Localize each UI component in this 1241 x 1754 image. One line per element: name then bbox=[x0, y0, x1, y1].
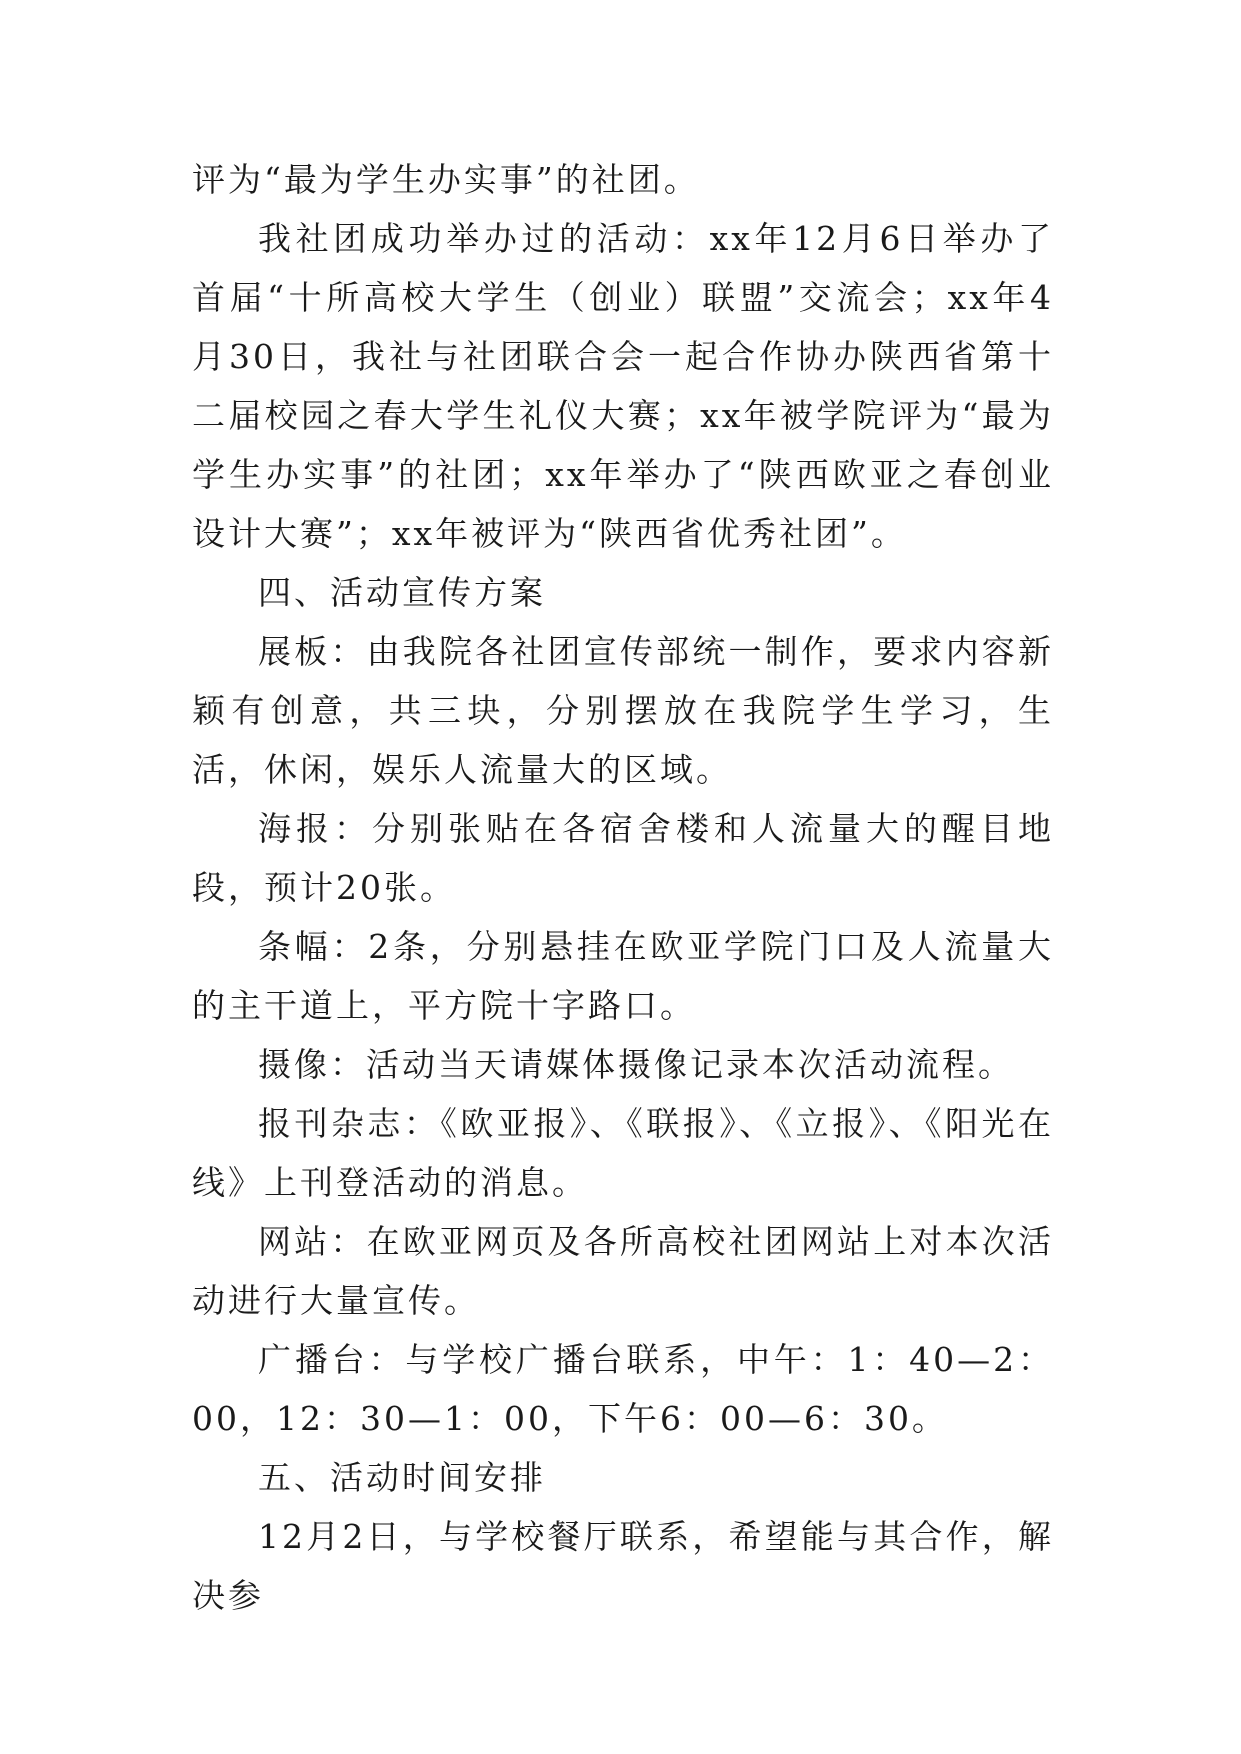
document-body bbox=[192, 150, 1054, 1625]
paragraph-display-boards: 展板：由我院各社团宣传部统一制作，要求内容新颖有创意，共三块，分别摆放在我院学生学习，生活，休闲，娱乐人流量大的区域。 bbox=[192, 632, 1054, 789]
paragraph-newspapers: 报刊杂志：《欧亚报》、《联报》、《立报》、《阳光在线》上刊登活动的消息。 bbox=[192, 1104, 1054, 1202]
paragraph-radio: 广播台：与学校广播台联系，中午：1：40—2：00，12：30—1：00，下午6：00—6：30。 bbox=[192, 1340, 1054, 1438]
paragraph-continuation: 评为“最为学生办实事”的社团。 bbox=[192, 160, 700, 199]
section-heading-schedule: 五、活动时间安排 bbox=[258, 1458, 546, 1497]
paragraph-video: 摄像：活动当天请媒体摄像记录本次活动流程。 bbox=[258, 1045, 1014, 1084]
paragraph-banners: 条幅：2条，分别悬挂在欧亚学院门口及人流量大的主干道上，平方院十字路口。 bbox=[192, 927, 1054, 1025]
paragraph-posters: 海报：分别张贴在各宿舍楼和人流量大的醒目地段，预计20张。 bbox=[192, 809, 1054, 907]
paragraph-schedule-start: 12月2日，与学校餐厅联系，希望能与其合作，解决参 bbox=[192, 1517, 1054, 1615]
section-heading-publicity-plan: 四、活动宣传方案 bbox=[258, 573, 546, 612]
paragraph-websites: 网站：在欧亚网页及各所高校社团网站上对本次活动进行大量宣传。 bbox=[192, 1222, 1054, 1320]
paragraph-past-activities: 我社团成功举办过的活动：xx年12月6日举办了首届“十所高校大学生（创业）联盟”交流会；xx年4月30日，我社与社团联合会一起合作协办陕西省第十二届校园之春大学生礼仪大赛；xx年被学院评为“最为学生办实事”的社团；xx年举办了“陕西欧亚之春创业设计大赛”；xx年被评为“陕西省优秀社团”。 bbox=[192, 219, 1054, 553]
